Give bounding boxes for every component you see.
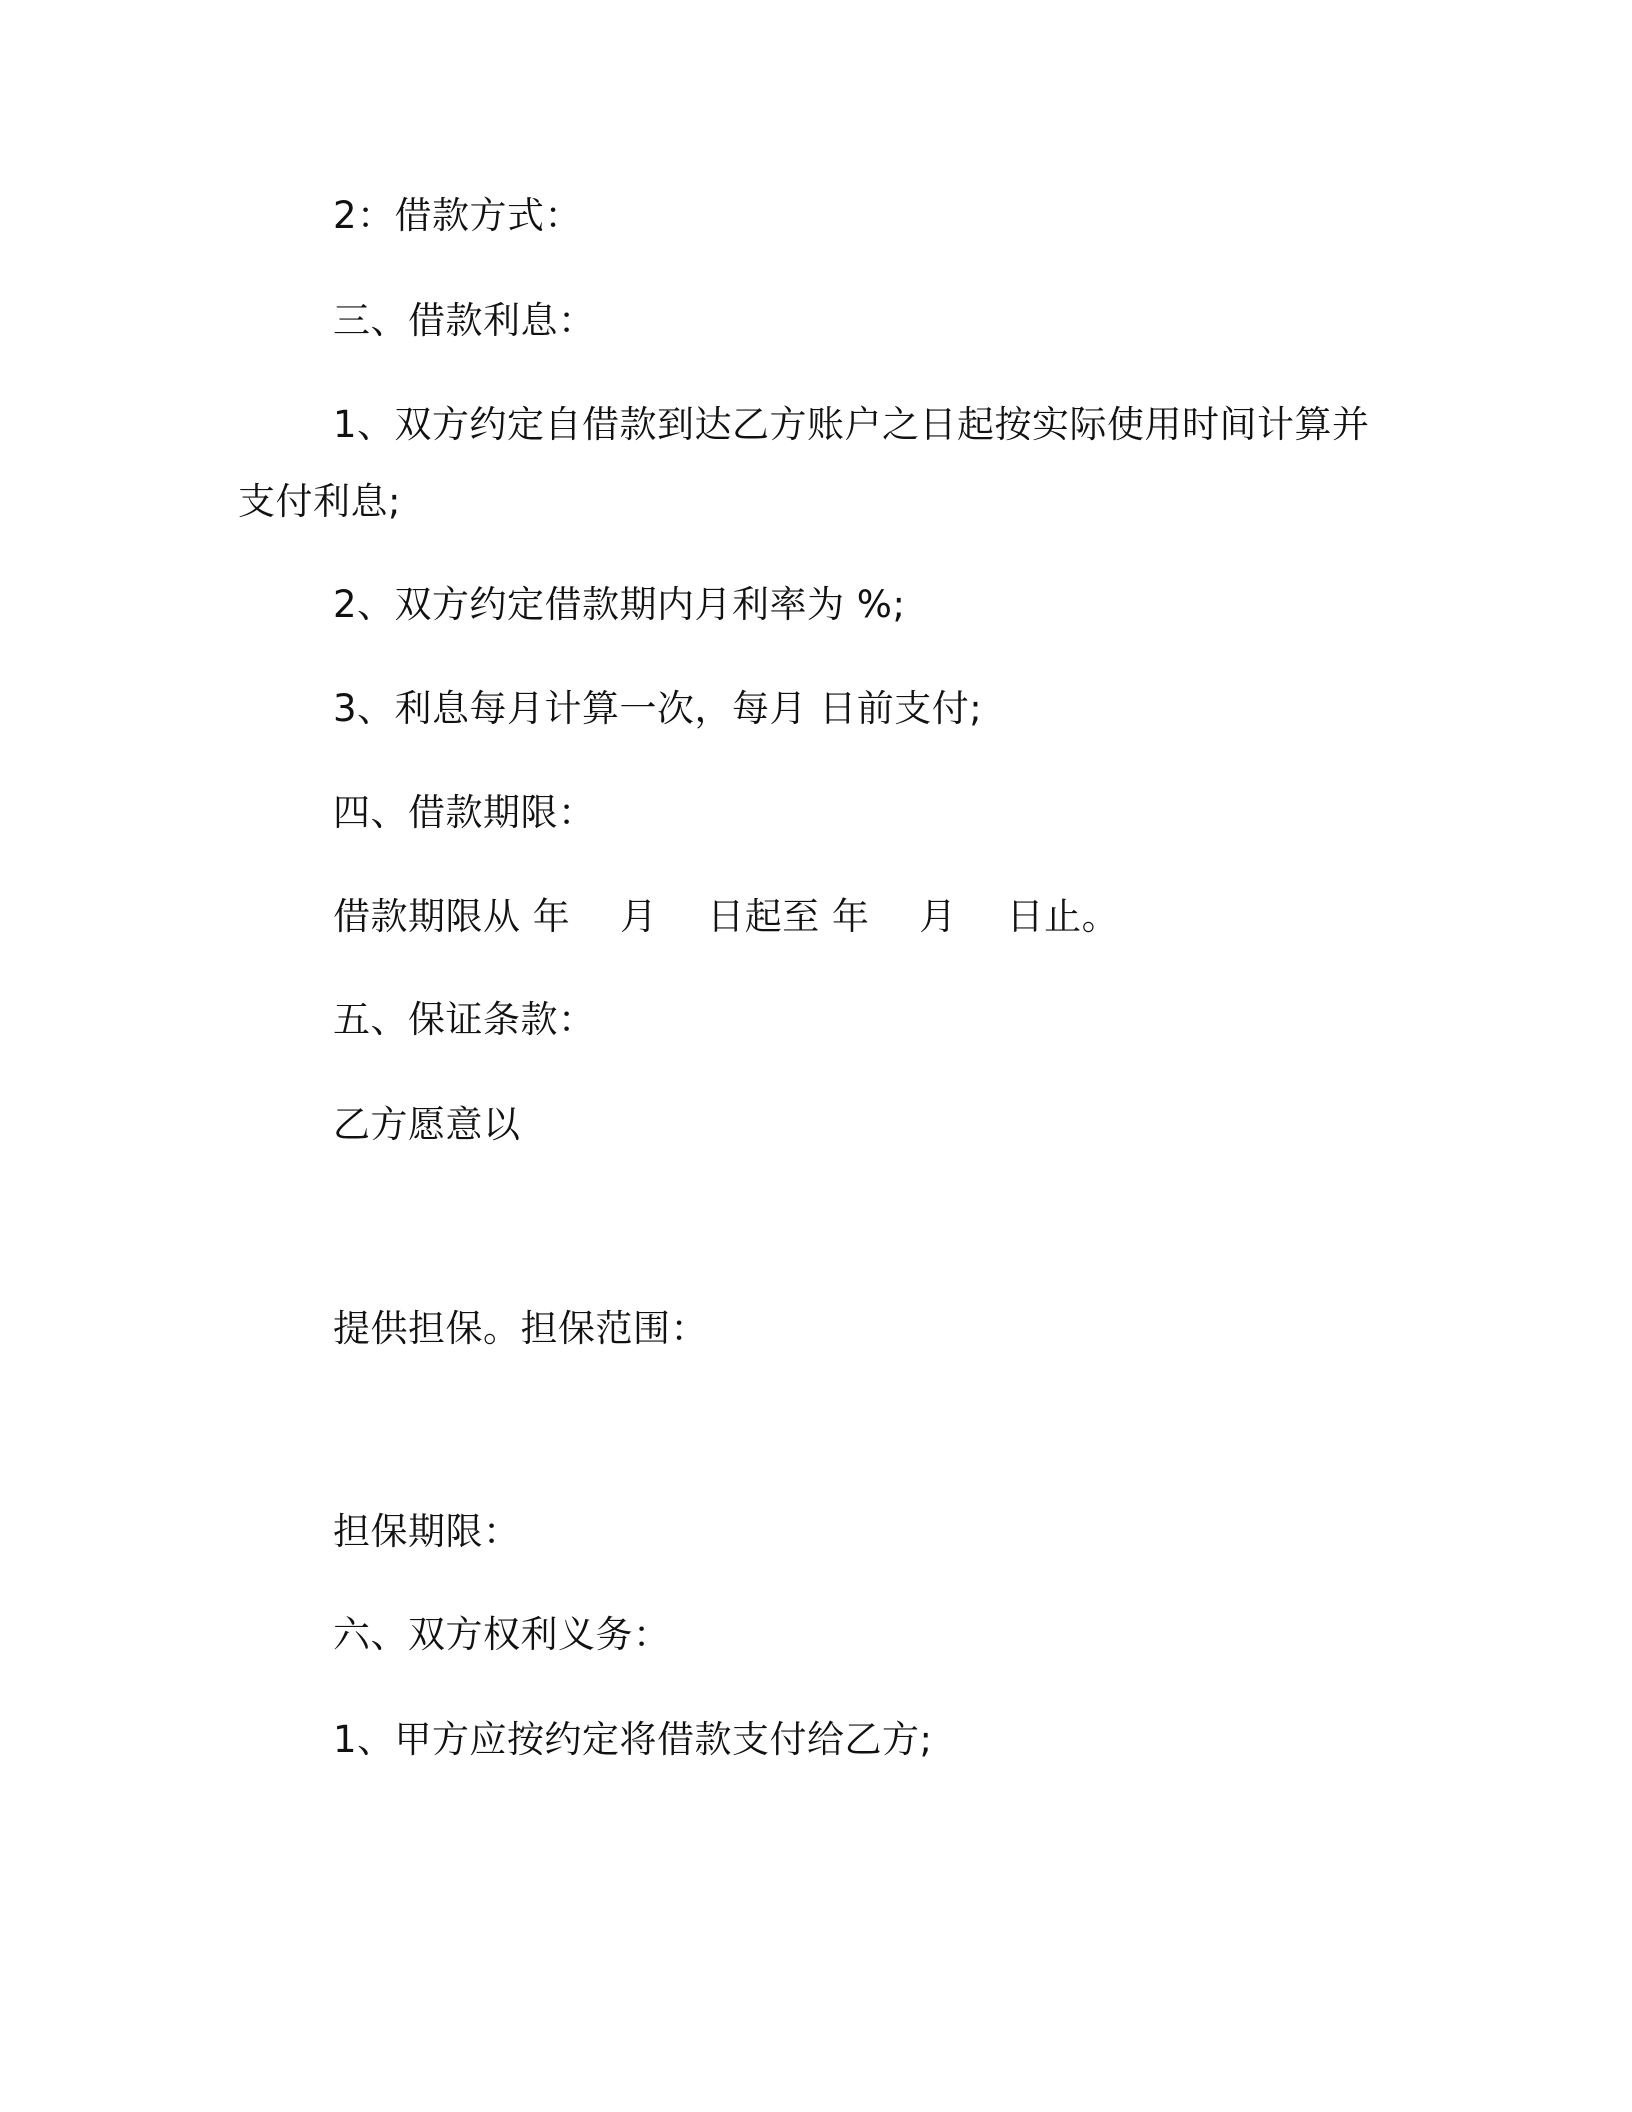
paragraph-interest-clause-1-continued: 支付利息; [238, 480, 401, 523]
heading-rights-obligations: 六、双方权利义务： [333, 1613, 671, 1656]
paragraph-guarantee-scope: 提供担保。担保范围： [333, 1307, 708, 1350]
heading-loan-term: 四、借款期限： [333, 791, 596, 834]
paragraph-guarantee-offer: 乙方愿意以 [333, 1103, 521, 1146]
paragraph-interest-clause-2: 2、双方约定借款期内月利率为 %; [333, 583, 906, 626]
paragraph-loan-term-dates: 借款期限从 年 月 日起至 年 月 日止。 [333, 895, 1120, 938]
paragraph-interest-clause-1: 1、双方约定自借款到达乙方账户之日起按实际使用时间计算并 [333, 403, 1370, 446]
paragraph-guarantee-period: 担保期限： [333, 1510, 521, 1553]
heading-loan-interest: 三、借款利息： [333, 299, 596, 342]
heading-guarantee-terms: 五、保证条款： [333, 998, 596, 1041]
paragraph-rights-clause-1: 1、甲方应按约定将借款支付给乙方; [333, 1718, 933, 1761]
paragraph-loan-method: 2：借款方式： [333, 194, 583, 237]
paragraph-interest-clause-3: 3、利息每月计算一次，每月 日前支付; [333, 687, 983, 730]
